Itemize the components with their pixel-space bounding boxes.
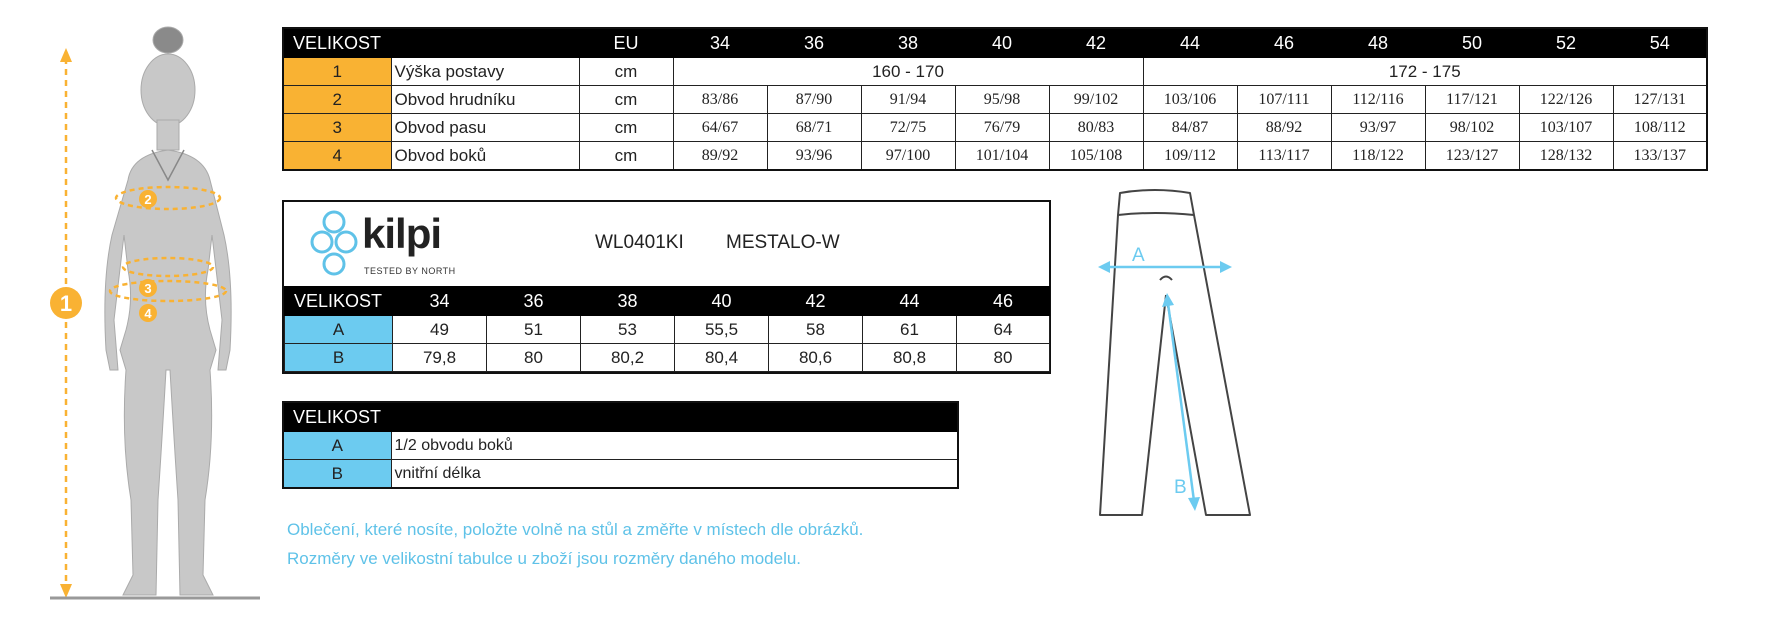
value-cell: 105/108 — [1049, 142, 1143, 171]
value-cell: 117/121 — [1425, 86, 1519, 114]
value-cell: 58 — [769, 316, 863, 344]
table-row — [285, 344, 1050, 372]
value-cell: 80,6 — [769, 344, 863, 372]
brand-tagline: TESTED BY NORTH — [364, 266, 456, 276]
product-header — [284, 202, 1049, 286]
product-box — [282, 200, 1051, 374]
legend-header-label: VELIKOST — [283, 402, 958, 432]
value-cell: 133/137 — [1613, 142, 1707, 171]
product-name: MESTALO-W — [726, 232, 840, 253]
value-cell: 87/90 — [767, 86, 861, 114]
value-cell: 72/75 — [861, 114, 955, 142]
value-cell: 123/127 — [1425, 142, 1519, 171]
legend-table-header — [283, 402, 958, 432]
table-row — [283, 58, 1707, 86]
height-range-cell: 172 - 175 — [1143, 58, 1707, 86]
legend-table — [282, 401, 959, 489]
value-cell: 103/107 — [1519, 114, 1613, 142]
value-cell: 122/126 — [1519, 86, 1613, 114]
value-cell: 64 — [957, 316, 1050, 344]
value-cell: 97/100 — [861, 142, 955, 171]
main-header-size: 46 — [1237, 28, 1331, 58]
row-unit: cm — [579, 58, 673, 86]
value-cell: 103/106 — [1143, 86, 1237, 114]
value-cell: 89/92 — [673, 142, 767, 171]
value-cell: 79,8 — [393, 344, 487, 372]
product-table-header — [285, 287, 1050, 316]
row-label: A — [283, 432, 391, 460]
value-cell: 80 — [487, 344, 581, 372]
value-cell: 118/122 — [1331, 142, 1425, 171]
row-label: Obvod pasu — [391, 114, 579, 142]
main-header-label: VELIKOST — [283, 28, 579, 58]
value-cell: 80 — [957, 344, 1050, 372]
table-row — [283, 86, 1707, 114]
product-header-size: 46 — [957, 287, 1050, 316]
row-number: 2 — [283, 86, 391, 114]
value-cell: 109/112 — [1143, 142, 1237, 171]
value-cell: 95/98 — [955, 86, 1049, 114]
value-cell: 113/117 — [1237, 142, 1331, 171]
value-cell: 64/67 — [673, 114, 767, 142]
product-code: WL0401KI — [595, 232, 684, 253]
value-cell: 49 — [393, 316, 487, 344]
table-row — [283, 142, 1707, 171]
figure-marker-2: 2 — [144, 192, 152, 207]
main-header-unit: EU — [579, 28, 673, 58]
row-label: B — [285, 344, 393, 372]
value-cell: 128/132 — [1519, 142, 1613, 171]
value-cell: 68/71 — [767, 114, 861, 142]
value-cell: 93/96 — [767, 142, 861, 171]
product-size-table — [284, 286, 1050, 372]
value-cell: 108/112 — [1613, 114, 1707, 142]
legend-description: 1/2 obvodu boků — [391, 432, 958, 460]
value-cell: 107/111 — [1237, 86, 1331, 114]
product-header-size: 42 — [769, 287, 863, 316]
value-cell: 127/131 — [1613, 86, 1707, 114]
table-row — [285, 316, 1050, 344]
value-cell: 53 — [581, 316, 675, 344]
instruction-notes — [287, 515, 1047, 573]
main-header-size: 38 — [861, 28, 955, 58]
pants-marker-a: A — [1132, 245, 1145, 266]
row-unit: cm — [579, 142, 673, 171]
value-cell: 51 — [487, 316, 581, 344]
value-cell: 80,8 — [863, 344, 957, 372]
product-header-size: 38 — [581, 287, 675, 316]
value-cell: 80,2 — [581, 344, 675, 372]
note-line: Rozměry ve velikostní tabulce u zboží jsou rozměry daného modelu. — [287, 549, 802, 568]
value-cell: 112/116 — [1331, 86, 1425, 114]
row-label: Obvod hrudníku — [391, 86, 579, 114]
value-cell: 84/87 — [1143, 114, 1237, 142]
main-header-size: 50 — [1425, 28, 1519, 58]
value-cell: 83/86 — [673, 86, 767, 114]
main-header-size: 48 — [1331, 28, 1425, 58]
row-number: 4 — [283, 142, 391, 171]
pants-diagram — [1080, 185, 1270, 525]
main-header-size: 36 — [767, 28, 861, 58]
body-measurement-figure — [40, 20, 270, 605]
value-cell: 55,5 — [675, 316, 769, 344]
main-header-size: 42 — [1049, 28, 1143, 58]
value-cell: 93/97 — [1331, 114, 1425, 142]
value-cell: 76/79 — [955, 114, 1049, 142]
row-label: Výška postavy — [391, 58, 579, 86]
row-label: Obvod boků — [391, 142, 579, 171]
brand-logo-text: kilpi — [362, 210, 442, 257]
main-header-size: 54 — [1613, 28, 1707, 58]
row-number: 3 — [283, 114, 391, 142]
value-cell: 80/83 — [1049, 114, 1143, 142]
main-header-size: 44 — [1143, 28, 1237, 58]
row-number: 1 — [283, 58, 391, 86]
row-label: A — [285, 316, 393, 344]
main-size-table — [282, 27, 1708, 171]
value-cell: 88/92 — [1237, 114, 1331, 142]
product-header-size: 36 — [487, 287, 581, 316]
pants-marker-b: B — [1174, 477, 1187, 498]
main-header-size: 40 — [955, 28, 1049, 58]
table-row — [283, 460, 958, 489]
row-unit: cm — [579, 114, 673, 142]
table-row — [283, 432, 958, 460]
product-header-label: VELIKOST — [285, 287, 393, 316]
note-line: Oblečení, které nosíte, položte volně na stůl a změřte v místech dle obrázků. — [287, 520, 864, 539]
value-cell: 98/102 — [1425, 114, 1519, 142]
main-header-size: 34 — [673, 28, 767, 58]
row-unit: cm — [579, 86, 673, 114]
kilpi-logo-icon — [308, 208, 360, 280]
value-cell: 91/94 — [861, 86, 955, 114]
legend-description: vnitřní délka — [391, 460, 958, 489]
product-header-size: 34 — [393, 287, 487, 316]
row-label: B — [283, 460, 391, 489]
height-range-cell: 160 - 170 — [673, 58, 1143, 86]
figure-marker-1: 1 — [59, 291, 73, 316]
figure-marker-4: 4 — [144, 306, 152, 321]
value-cell: 61 — [863, 316, 957, 344]
value-cell: 80,4 — [675, 344, 769, 372]
value-cell: 99/102 — [1049, 86, 1143, 114]
product-header-size: 44 — [863, 287, 957, 316]
product-header-size: 40 — [675, 287, 769, 316]
figure-marker-3: 3 — [144, 281, 152, 296]
table-row — [283, 114, 1707, 142]
main-table-header — [283, 28, 1707, 58]
main-header-size: 52 — [1519, 28, 1613, 58]
value-cell: 101/104 — [955, 142, 1049, 171]
